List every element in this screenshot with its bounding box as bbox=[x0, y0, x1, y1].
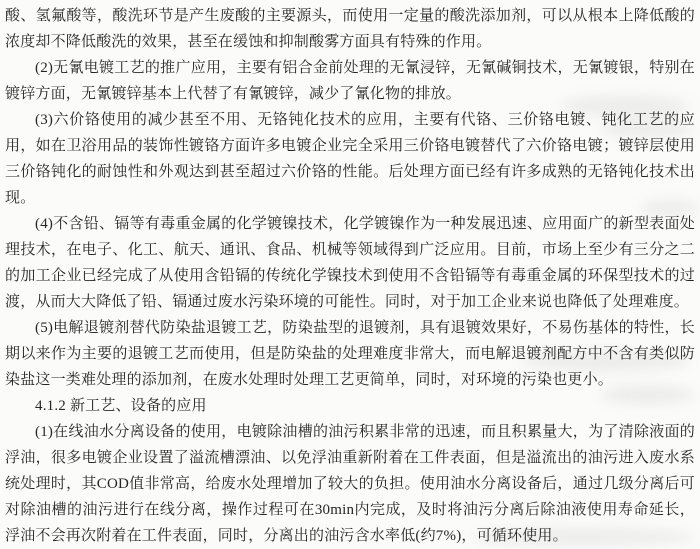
paragraph-acid-wash-continuation: 酸、氢氟酸等，酸洗环节是产生废酸的主要源头，而使用一定量的酸洗添加剂，可以从根本上降低酸的浓度却不降低酸洗的效果，甚至在缓蚀和抑制酸雾方面具有特殊的作用。 bbox=[5, 8, 695, 50]
paragraph-1-oil-water-separation: (1)在线油水分离设备的使用，电镀除油槽的油污积累非常的迅速，而且积累量大，为了清除液面的浮油，很多电镀企业设置了溢流槽漂油、以免浮油重新附着在工件表面，但是溢流出的油污进入废水系统处理时，其COD值非常高，给废水处理增加了较大的负担。使用油水分离设备后，通过几级分离后可对除油槽的油污进行在线分离，操作过程可在30min内完成，及时将油污分离后除油液使用寿命延长，浮油不会再次附着在工件表面，同时，分离出的油污含水率低(约7%)，可循环使用。 bbox=[5, 424, 695, 544]
section-heading-4-1-2: 4.1.2 新工艺、设备的应用 bbox=[35, 398, 207, 414]
paragraph-2-cyanide-free-plating: (2)无氰电镀工艺的推广应用，主要有铝合金前处理的无氰浸锌，无氰碱铜技术，无氰镀银，特别在镀锌方面，无氰镀锌基本上代替了有氰镀锌，减少了氰化物的排放。 bbox=[5, 60, 695, 102]
paragraph-3-hexavalent-chromium: (3)六价铬使用的减少甚至不用、无铬钝化技术的应用，主要有代铬、三价铬电镀、钝化工艺的应用，如在卫浴用品的装饰性镀铬方面许多电镀企业完全采用三价铬电镀替代了六价铬电镀；镀锌层使用三价铬钝化的耐蚀性和外观达到甚至超过六价铬的性能。后处理方面已经有许多成熟的无铬钝化技术出现。 bbox=[5, 112, 695, 206]
paragraph-4-lead-cadmium-free-nickel: (4)不含铅、镉等有毒重金属的化学镀镍技术，化学镀镍作为一种发展迅速、应用面广的新型表面处理技术，在电子、化工、航天、通讯、食品、机械等领域得到广泛应用。目前，市场上至少有三分之二的加工企业已经完成了从使用含铅镉的传统化学镍技术到使用不含铅镉等有毒重金属的环保型技术的过渡，从而大大降低了铅、镉通过废水污染环境的可能性。同时，对于加工企业来说也降低了处理难度。 bbox=[5, 216, 695, 310]
document-body bbox=[5, 3, 695, 549]
paragraph-5-electrolytic-stripping: (5)电解退镀剂替代防染盐退镀工艺，防染盐型的退镀剂，具有退镀效果好，不易伤基体的特性，长期以来作为主要的退镀工艺而使用，但是防染盐的处理难度非常大，而电解退镀剂配方中不含有类似防染盐这一类难处理的添加剂，在废水处理时处理工艺更简单，同时，对环境的污染也更小。 bbox=[5, 320, 695, 388]
